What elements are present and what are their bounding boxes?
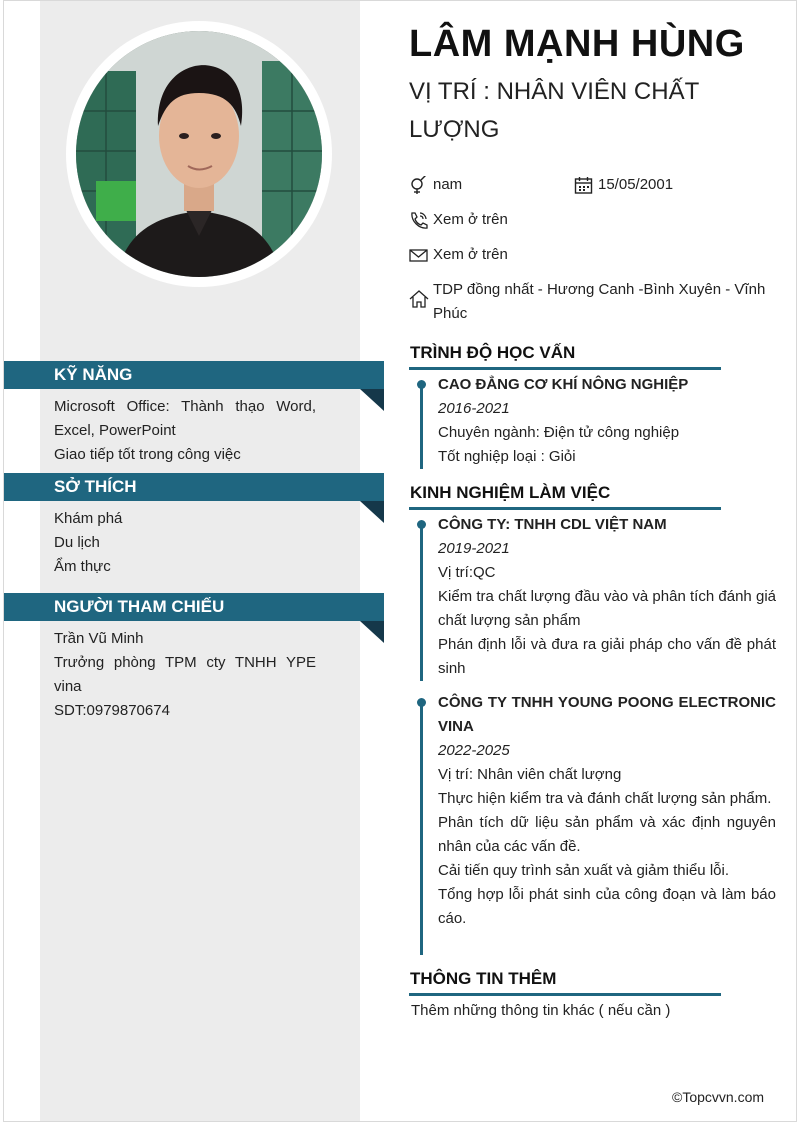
- hobbies-heading-fold: [360, 501, 384, 523]
- skills-heading-fold: [360, 389, 384, 411]
- education-heading: TRÌNH ĐỘ HỌC VẤN: [410, 343, 576, 362]
- education-timeline: [420, 381, 423, 469]
- full-name: LÂM MẠNH HÙNG: [409, 23, 745, 65]
- job-position: VỊ TRÍ : NHÂN VIÊN CHẤT LƯỢNG: [409, 78, 699, 143]
- experience-bullet: [417, 698, 426, 707]
- education-period: 2016-2021: [438, 400, 510, 417]
- calendar-icon: [574, 176, 594, 194]
- additional-heading: THÔNG TIN THÊM: [410, 969, 557, 988]
- references-list: [54, 627, 316, 723]
- experience-period: 2022-2025: [438, 742, 510, 759]
- experience-detail: Thực hiện kiểm tra và đánh chất lượng sản phẩm.: [438, 790, 772, 807]
- experience-detail: Phân tích dữ liệu sản phẩm và xác định nguyên nhân của các vấn đề.: [438, 814, 776, 855]
- birthdate-value: 15/05/2001: [598, 176, 674, 193]
- additional-text: Thêm những thông tin khác ( nếu cần ): [411, 1002, 671, 1019]
- hobby-item: Ẩm thực: [54, 558, 111, 575]
- experience-timeline-1: [420, 521, 423, 681]
- home-icon: [409, 290, 429, 308]
- experience-timeline-2: [420, 699, 423, 955]
- cv-page: [3, 0, 797, 1122]
- education-detail: Tốt nghiệp loại : Giỏi: [438, 448, 576, 465]
- envelope-icon: [409, 246, 429, 264]
- company-name: CÔNG TY TNHH YOUNG POONG ELECTRONIC VINA: [438, 694, 776, 735]
- school-name: CAO ĐẲNG CƠ KHÍ NÔNG NGHIỆP: [438, 376, 689, 393]
- experience-period: 2019-2021: [438, 540, 510, 557]
- education-bullet: [417, 380, 426, 389]
- experience-detail: Kiểm tra chất lượng đầu vào và phân tích đánh giá chất lượng sản phẩm: [438, 588, 776, 629]
- reference-item: Trần Vũ Minh: [54, 630, 144, 647]
- gender-value: nam: [433, 176, 463, 193]
- hobbies-list: [54, 507, 316, 579]
- experience-detail: Phán định lỗi và đưa ra giải pháp cho vấn đề phát sinh: [438, 636, 776, 677]
- skills-heading: KỸ NĂNG: [4, 361, 384, 389]
- skill-item: Giao tiếp tốt trong công việc: [54, 446, 241, 463]
- reference-item: Trưởng phòng TPM cty TNHH YPE vina: [54, 654, 316, 695]
- hobby-item: Du lịch: [54, 534, 100, 551]
- gender-row: [409, 173, 462, 197]
- skills-list: [54, 395, 316, 467]
- education-entry: [438, 373, 776, 469]
- references-heading-fold: [360, 621, 384, 643]
- experience-detail: Cải tiến quy trình sản xuất và giảm thiểu lỗi.: [438, 862, 729, 879]
- hobby-item: Khám phá: [54, 510, 123, 527]
- experience-entry: [438, 691, 776, 931]
- copyright-footer: ©Topcvvn.com: [672, 1089, 765, 1105]
- email-value: Xem ở trên: [433, 246, 508, 263]
- phone-value: Xem ở trên: [433, 211, 508, 228]
- gender-icon: [409, 176, 429, 194]
- address-value: TDP đồng nhất - Hương Canh -Bình Xuyên - Vĩnh Phúc: [433, 281, 766, 322]
- experience-bullet: [417, 520, 426, 529]
- experience-entry: [438, 513, 776, 681]
- phone-icon: [409, 211, 429, 229]
- education-detail: Chuyên ngành: Điện tử công nghiệp: [438, 424, 680, 441]
- phone-row: [409, 208, 508, 232]
- additional-heading-underline: [409, 993, 721, 996]
- experience-heading-underline: [409, 507, 721, 510]
- hobbies-heading: SỞ THÍCH: [4, 473, 384, 501]
- education-heading-underline: [409, 367, 721, 370]
- birthdate-row: [574, 173, 673, 197]
- company-name: CÔNG TY: TNHH CDL VIỆT NAM: [438, 516, 667, 533]
- experience-heading: KINH NGHIỆM LÀM VIỆC: [410, 483, 611, 502]
- references-heading: NGƯỜI THAM CHIẾU: [4, 593, 384, 621]
- experience-detail: Vị trí:QC: [438, 564, 496, 581]
- profile-photo-icon: [76, 31, 322, 277]
- email-row: [409, 243, 508, 267]
- reference-item: SDT:0979870674: [54, 702, 170, 719]
- skill-item: Microsoft Office: Thành thạo Word, Excel, PowerPoint: [54, 398, 316, 439]
- avatar: [76, 31, 322, 277]
- experience-detail: Tổng hợp lỗi phát sinh của công đoạn và làm báo cáo.: [438, 886, 776, 927]
- experience-detail: Vị trí: Nhân viên chất lượng: [438, 766, 622, 783]
- address-row: [409, 278, 779, 326]
